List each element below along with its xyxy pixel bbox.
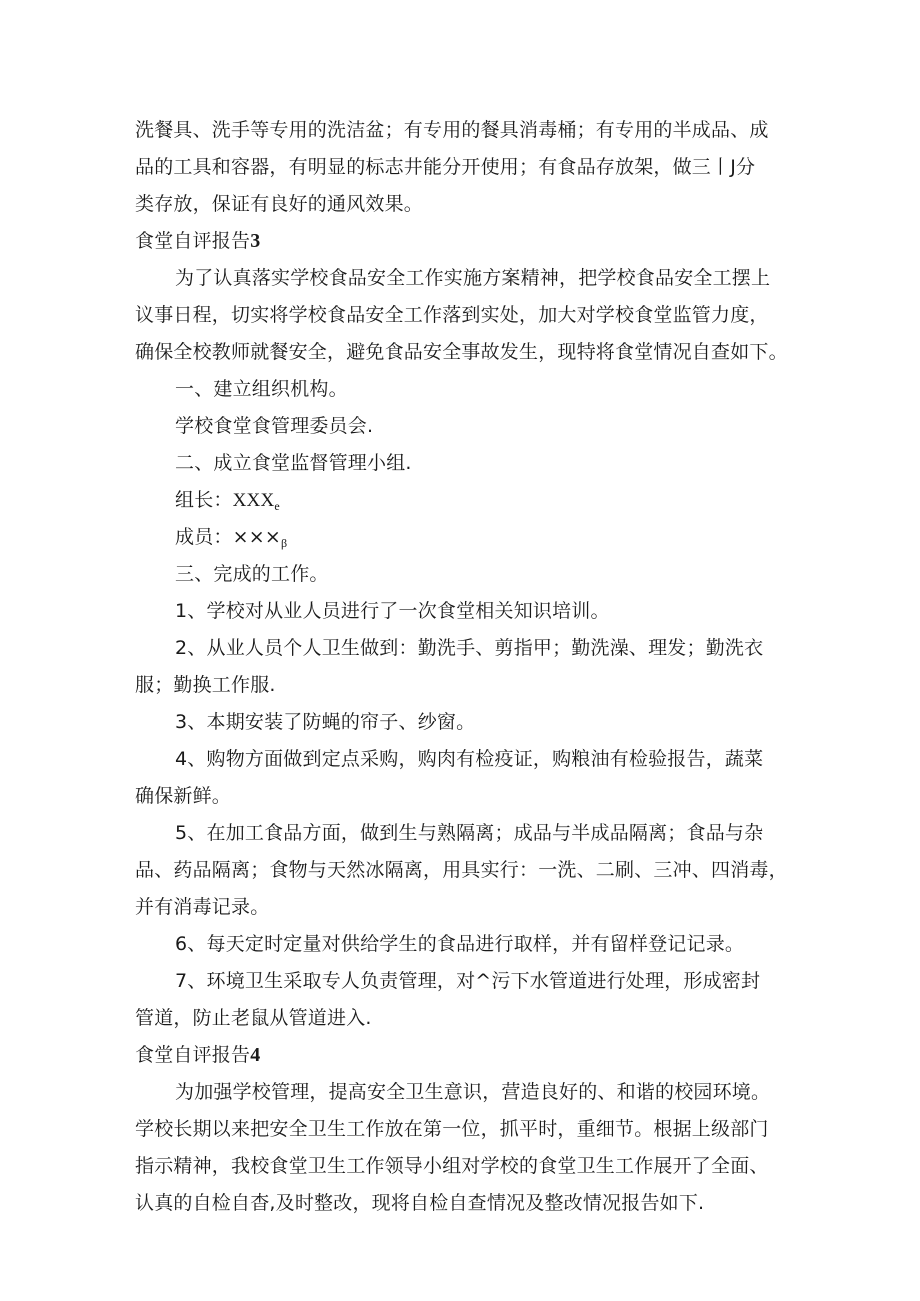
- report4-para1-line-1: 为加强学校管理，提高安全卫生意识，营造良好的、和谐的校园环境。: [175, 1081, 771, 1103]
- item-2-line-1: 2、从业人员个人卫生做到：勤洗手、剪指甲；勤洗澡、理发；勤洗衣: [175, 637, 764, 659]
- item-1: 1、学校对从业人员进行了一次食堂相关知识培训。: [175, 600, 610, 622]
- member-value: ×××: [232, 526, 281, 548]
- item-7-line-1: 7、环境卫生采取专人负责管理，对^污下水管道进行处理，形成密封: [175, 970, 761, 992]
- intro-line-2: 品的工具和容器，有明显的标志井能分开使用；有食品存放架，做三丨J分: [135, 156, 756, 178]
- member-label: 成员：: [175, 526, 233, 548]
- item-5-line-3: 并有消毒记录。: [135, 896, 270, 918]
- report3-para1-line-1: 为了认真落实学校食品安全工作实施方案精神，把学校食品安全工摆上: [175, 267, 771, 289]
- item-2-line-2: 服；勤换工作服.: [135, 674, 276, 696]
- leader-label: 组长：: [175, 489, 233, 511]
- member-subscript: β: [280, 536, 288, 550]
- item-6: 6、每天定时定量对供给学生的食品进行取样，并有留样登记记录。: [175, 933, 745, 955]
- committee-line: 学校食堂食管理委员会.: [175, 415, 374, 437]
- report3-title: 食堂自评报告: [135, 230, 251, 252]
- report3-para1-line-3: 确保全校教师就餐安全，避免食品安全事故发生，现特将食堂情况自查如下。: [135, 341, 788, 363]
- leader-line: [135, 482, 795, 519]
- item-5-line-2: 品、药品隔离；食物与天然冰隔离，用具实行：一洗、二刷、三冲、四消毒，: [135, 859, 788, 881]
- leader-value: XXX: [232, 490, 275, 511]
- report4-para1-line-3: 指示精神，我校食堂卫生工作领导小组对学校的食堂卫生工作展开了全面、: [135, 1155, 769, 1177]
- report4-title: 食堂自评报告: [135, 1044, 251, 1066]
- intro-line-3: 类存放，保证有良好的通风效果。: [135, 193, 424, 215]
- item-4-line-1: 4、购物方面做到定点采购，购肉有检疫证，购粮油有检验报告，蔬菜: [175, 748, 764, 770]
- intro-line-1: 洗餐具、洗手等专用的洗洁盆；有专用的餐具消毒桶；有专用的半成品、成: [135, 119, 769, 141]
- section-2-heading: 二、成立食堂监督管理小组.: [175, 452, 412, 474]
- report4-number: 4: [250, 1044, 261, 1066]
- report3-heading: [135, 223, 795, 260]
- section-1-heading: 一、建立组织机构。: [175, 378, 348, 400]
- report3-para1-line-2: 议事日程，切实将学校食品安全工作落到实处，加大对学校食堂监管力度，: [135, 304, 769, 326]
- item-3: 3、本期安装了防蝇的帘子、纱窗。: [175, 711, 476, 733]
- item-7-line-2: 管道，防止老鼠从管道进入.: [135, 1007, 372, 1029]
- member-line: [135, 519, 795, 556]
- section-3-heading: 三、完成的工作。: [175, 563, 329, 585]
- item-4-line-2: 确保新鲜。: [135, 785, 232, 807]
- document-page: [135, 112, 795, 1222]
- report4-para1-line-4: 认真的自检自杳,及时整改，现将自检自查情况及整改情况报告如下.: [135, 1192, 705, 1214]
- report4-para1-line-2: 学校长期以来把安全卫生工作放在第一位，抓平时，重细节。根据上级部门: [135, 1118, 769, 1140]
- report3-number: 3: [250, 230, 261, 252]
- leader-subscript: e: [274, 499, 280, 513]
- item-5-line-1: 5、在加工食品方面，做到生与熟隔离；成品与半成品隔离；食品与杂: [175, 822, 764, 844]
- report4-heading: [135, 1037, 795, 1074]
